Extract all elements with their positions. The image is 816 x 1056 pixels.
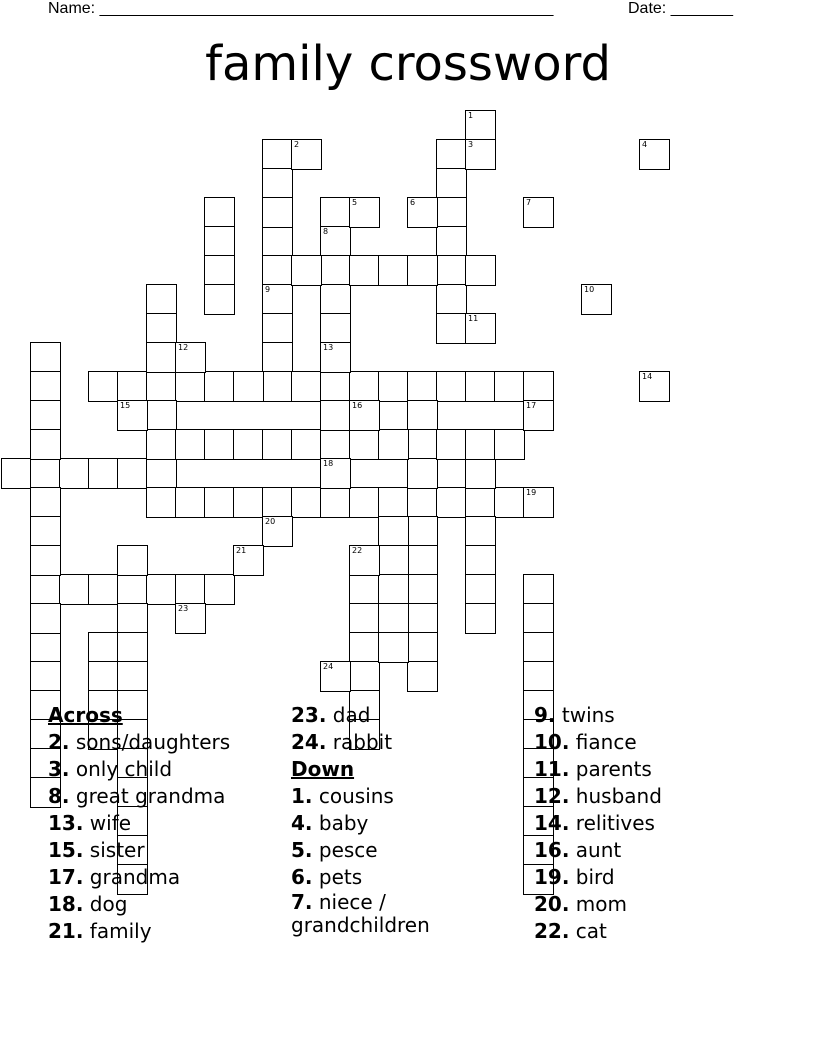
grid-cell[interactable] <box>436 168 467 199</box>
grid-cell[interactable] <box>523 661 554 692</box>
grid-cell[interactable] <box>117 574 148 605</box>
clue-number: 3 <box>468 140 474 149</box>
grid-cell[interactable] <box>436 429 467 460</box>
grid-cell[interactable] <box>117 603 148 634</box>
grid-cell[interactable] <box>175 487 206 518</box>
grid-cell[interactable] <box>436 487 467 518</box>
grid-cell[interactable] <box>204 487 235 518</box>
grid-cell[interactable] <box>465 371 496 402</box>
grid-cell[interactable] <box>320 400 351 431</box>
across-clue-list-continued <box>291 702 526 756</box>
down-clue-list <box>291 783 526 937</box>
grid-cell[interactable] <box>175 371 206 402</box>
across-heading: Across <box>48 703 123 727</box>
grid-cell[interactable] <box>204 226 235 257</box>
clue-item <box>534 783 769 810</box>
clue-number: 21 <box>236 546 247 555</box>
grid-cell[interactable] <box>320 284 351 315</box>
clue-item-text: only child <box>69 757 173 781</box>
clue-item-text: niece / grandchildren <box>291 890 430 937</box>
clue-item <box>534 729 769 756</box>
grid-cell[interactable] <box>523 574 554 605</box>
grid-cell[interactable] <box>262 168 293 199</box>
clue-item-number: 6. <box>291 865 313 889</box>
clue-number: 22 <box>352 546 363 555</box>
grid-cell[interactable] <box>262 197 293 228</box>
clue-item <box>48 810 283 837</box>
grid-cell[interactable] <box>320 197 351 228</box>
grid-cell[interactable] <box>30 632 61 663</box>
name-field[interactable]: Name: ___________________________________________________ <box>48 0 554 17</box>
clue-item <box>534 918 769 945</box>
grid-cell[interactable] <box>262 284 293 315</box>
clue-item-text: pets <box>312 865 363 889</box>
grid-cell[interactable] <box>262 313 293 344</box>
grid-cell[interactable] <box>204 429 235 460</box>
clue-item-text: aunt <box>569 838 622 862</box>
down-heading: Down <box>291 757 355 781</box>
clue-item <box>48 783 283 810</box>
clue-item-number: 19. <box>534 865 570 889</box>
clue-item <box>534 702 769 729</box>
grid-cell[interactable] <box>436 226 467 257</box>
clues-column-2 <box>291 702 526 937</box>
clue-item-number: 18. <box>48 892 84 916</box>
page-title: family crossword <box>205 36 611 92</box>
grid-cell[interactable] <box>117 632 148 663</box>
grid-cell[interactable] <box>88 632 119 663</box>
grid-cell[interactable] <box>639 139 670 170</box>
grid-cell[interactable] <box>175 429 206 460</box>
grid-cell[interactable] <box>407 429 438 460</box>
clue-item-number: 21. <box>48 919 84 943</box>
grid-cell[interactable] <box>291 255 322 286</box>
grid-cell[interactable] <box>465 574 496 605</box>
grid-cell[interactable] <box>117 458 148 489</box>
clue-item-text: mom <box>569 892 627 916</box>
clue-item <box>48 918 283 945</box>
grid-cell[interactable] <box>204 284 235 315</box>
grid-cell[interactable] <box>1 458 32 489</box>
clue-item-text: sister <box>83 838 145 862</box>
clue-item-number: 2. <box>48 730 70 754</box>
grid-cell[interactable] <box>291 139 322 170</box>
clue-number: 6 <box>410 198 416 207</box>
grid-cell[interactable] <box>291 429 322 460</box>
clue-number: 8 <box>323 227 329 236</box>
grid-cell[interactable] <box>30 574 61 605</box>
grid-cell[interactable] <box>523 487 554 518</box>
clue-item-text: wife <box>83 811 132 835</box>
clues-column-1 <box>48 702 283 945</box>
grid-cell[interactable] <box>349 574 380 605</box>
clue-item-number: 12. <box>534 784 570 808</box>
grid-cell[interactable] <box>349 545 380 576</box>
grid-cell[interactable] <box>407 371 438 402</box>
clue-item <box>291 891 526 937</box>
grid-cell[interactable] <box>204 197 235 228</box>
grid-cell[interactable] <box>59 574 90 605</box>
clue-item-text: grandma <box>83 865 181 889</box>
grid-cell[interactable] <box>146 400 177 431</box>
grid-cell[interactable] <box>465 313 496 344</box>
clue-item <box>291 702 526 729</box>
grid-cell[interactable] <box>494 371 525 402</box>
clue-item <box>291 810 526 837</box>
clue-item-number: 17. <box>48 865 84 889</box>
clue-item-number: 16. <box>534 838 570 862</box>
grid-cell[interactable] <box>378 574 409 605</box>
grid-cell[interactable] <box>523 603 554 634</box>
clue-item <box>291 864 526 891</box>
grid-cell[interactable] <box>523 400 554 431</box>
clue-number: 1 <box>468 111 474 120</box>
clue-item-text: twins <box>555 703 615 727</box>
date-field[interactable]: Date: _______ <box>628 0 733 17</box>
grid-cell[interactable] <box>320 342 351 373</box>
grid-cell[interactable] <box>378 487 409 518</box>
grid-cell[interactable] <box>349 255 380 286</box>
grid-cell[interactable] <box>320 458 351 489</box>
grid-cell[interactable] <box>30 342 61 373</box>
clue-number: 17 <box>526 401 537 410</box>
grid-cell[interactable] <box>204 255 235 286</box>
grid-cell[interactable] <box>175 574 206 605</box>
grid-cell[interactable] <box>465 139 496 170</box>
grid-cell[interactable] <box>320 429 351 460</box>
grid-cell[interactable] <box>262 255 293 286</box>
clue-item-text: parents <box>569 757 652 781</box>
grid-cell[interactable] <box>465 545 496 576</box>
grid-cell[interactable] <box>146 429 177 460</box>
grid-cell[interactable] <box>523 197 554 228</box>
clue-item-number: 3. <box>48 757 70 781</box>
clue-item-text: sons/daughters <box>69 730 231 754</box>
grid-cell[interactable] <box>146 313 177 344</box>
clue-item-number: 22. <box>534 919 570 943</box>
grid-cell[interactable] <box>204 574 235 605</box>
clue-number: 7 <box>526 198 532 207</box>
grid-cell[interactable] <box>407 661 438 692</box>
grid-cell[interactable] <box>88 458 119 489</box>
grid-cell[interactable] <box>465 255 496 286</box>
grid-cell[interactable] <box>349 429 380 460</box>
across-clue-list <box>48 729 283 945</box>
clue-item-number: 8. <box>48 784 70 808</box>
grid-cell[interactable] <box>349 661 380 692</box>
grid-cell[interactable] <box>465 516 496 547</box>
clue-item-text: dog <box>83 892 128 916</box>
clue-item-number: 4. <box>291 811 313 835</box>
clue-item-text: baby <box>312 811 369 835</box>
clue-number: 10 <box>584 285 595 294</box>
grid-cell[interactable] <box>233 371 264 402</box>
clue-item-text: fiance <box>569 730 637 754</box>
clue-item-text: cat <box>569 919 607 943</box>
grid-cell[interactable] <box>320 255 351 286</box>
grid-cell[interactable] <box>262 516 293 547</box>
clue-item-text: cousins <box>312 784 394 808</box>
clue-item <box>291 783 526 810</box>
clue-number: 12 <box>178 343 189 352</box>
clue-item-text: relitives <box>569 811 655 835</box>
grid-cell[interactable] <box>175 342 206 373</box>
grid-cell[interactable] <box>407 458 438 489</box>
grid-cell[interactable] <box>146 371 177 402</box>
clue-number: 4 <box>642 140 648 149</box>
clue-number: 20 <box>265 517 276 526</box>
clue-item-text: family <box>83 919 152 943</box>
grid-cell[interactable] <box>233 545 264 576</box>
clue-item <box>291 729 526 756</box>
clue-item <box>48 891 283 918</box>
clue-item-text: husband <box>569 784 662 808</box>
grid-cell[interactable] <box>30 400 61 431</box>
grid-cell[interactable] <box>146 487 177 518</box>
clue-item <box>534 810 769 837</box>
grid-cell[interactable] <box>378 429 409 460</box>
grid-cell[interactable] <box>407 632 438 663</box>
clue-number: 13 <box>323 343 334 352</box>
grid-cell[interactable] <box>175 603 206 634</box>
grid-cell[interactable] <box>436 313 467 344</box>
grid-cell[interactable] <box>146 458 177 489</box>
grid-cell[interactable] <box>233 429 264 460</box>
grid-cell[interactable] <box>494 429 525 460</box>
clue-item <box>48 837 283 864</box>
grid-cell[interactable] <box>349 603 380 634</box>
grid-cell[interactable] <box>378 516 409 547</box>
clue-item-number: 13. <box>48 811 84 835</box>
grid-cell[interactable] <box>407 400 438 431</box>
grid-cell[interactable] <box>349 371 380 402</box>
clue-item-text: rabbit <box>326 730 393 754</box>
grid-cell[interactable] <box>117 371 148 402</box>
clue-item-number: 15. <box>48 838 84 862</box>
grid-cell[interactable] <box>30 458 61 489</box>
grid-cell[interactable] <box>320 226 351 257</box>
clue-item <box>48 756 283 783</box>
clue-number: 11 <box>468 314 479 323</box>
clue-number: 18 <box>323 459 334 468</box>
grid-cell[interactable] <box>436 371 467 402</box>
grid-cell[interactable] <box>320 487 351 518</box>
grid-cell[interactable] <box>378 545 409 576</box>
grid-cell[interactable] <box>407 603 438 634</box>
grid-cell[interactable] <box>30 371 61 402</box>
grid-cell[interactable] <box>378 603 409 634</box>
clue-item-number: 7. <box>291 890 313 914</box>
clue-item-number: 20. <box>534 892 570 916</box>
grid-cell[interactable] <box>523 632 554 663</box>
grid-cell[interactable] <box>349 197 380 228</box>
grid-cell[interactable] <box>30 603 61 634</box>
grid-cell[interactable] <box>465 487 496 518</box>
grid-cell[interactable] <box>117 400 148 431</box>
grid-cell[interactable] <box>146 574 177 605</box>
grid-cell[interactable] <box>204 371 235 402</box>
grid-cell[interactable] <box>378 255 409 286</box>
clue-item-number: 1. <box>291 784 313 808</box>
grid-cell[interactable] <box>407 545 438 576</box>
clue-item-number: 11. <box>534 757 570 781</box>
grid-cell[interactable] <box>88 661 119 692</box>
grid-cell[interactable] <box>291 487 322 518</box>
grid-cell[interactable] <box>117 545 148 576</box>
grid-cell[interactable] <box>465 458 496 489</box>
grid-cell[interactable] <box>59 458 90 489</box>
grid-cell[interactable] <box>581 284 612 315</box>
clue-item-number: 24. <box>291 730 327 754</box>
clue-number: 23 <box>178 604 189 613</box>
down-clue-list-continued <box>534 702 769 945</box>
grid-cell[interactable] <box>494 487 525 518</box>
grid-cell[interactable] <box>30 661 61 692</box>
grid-cell[interactable] <box>436 255 467 286</box>
clue-item-text: pesce <box>312 838 378 862</box>
clue-item <box>534 891 769 918</box>
grid-cell[interactable] <box>407 574 438 605</box>
clue-item <box>48 729 283 756</box>
clue-number: 16 <box>352 401 363 410</box>
clue-item-number: 9. <box>534 703 556 727</box>
grid-cell[interactable] <box>291 371 322 402</box>
clue-number: 19 <box>526 488 537 497</box>
grid-cell[interactable] <box>30 429 61 460</box>
grid-cell[interactable] <box>349 487 380 518</box>
grid-cell[interactable] <box>436 197 467 228</box>
grid-cell[interactable] <box>349 400 380 431</box>
clue-item <box>48 864 283 891</box>
grid-cell[interactable] <box>465 110 496 141</box>
clue-number: 5 <box>352 198 358 207</box>
grid-cell[interactable] <box>320 661 351 692</box>
grid-cell[interactable] <box>639 371 670 402</box>
grid-cell[interactable] <box>233 487 264 518</box>
clue-item-number: 23. <box>291 703 327 727</box>
clue-item-text: dad <box>326 703 371 727</box>
grid-cell[interactable] <box>378 371 409 402</box>
clue-item <box>534 864 769 891</box>
grid-cell[interactable] <box>262 342 293 373</box>
clue-item <box>291 837 526 864</box>
clue-item <box>534 756 769 783</box>
clue-item-text: bird <box>569 865 615 889</box>
grid-cell[interactable] <box>407 255 438 286</box>
grid-cell[interactable] <box>88 574 119 605</box>
clues-column-3 <box>534 702 769 945</box>
grid-cell[interactable] <box>30 487 61 518</box>
grid-cell[interactable] <box>523 371 554 402</box>
grid-cell[interactable] <box>30 516 61 547</box>
grid-cell[interactable] <box>262 371 293 402</box>
clue-number: 2 <box>294 140 300 149</box>
grid-cell[interactable] <box>146 284 177 315</box>
clue-number: 9 <box>265 285 271 294</box>
grid-cell[interactable] <box>465 429 496 460</box>
grid-cell[interactable] <box>117 661 148 692</box>
grid-cell[interactable] <box>262 226 293 257</box>
clue-item-text: great grandma <box>69 784 226 808</box>
clue-number: 24 <box>323 662 334 671</box>
clue-item <box>534 837 769 864</box>
grid-cell[interactable] <box>30 545 61 576</box>
grid-cell[interactable] <box>378 632 409 663</box>
clue-item-number: 14. <box>534 811 570 835</box>
grid-cell[interactable] <box>262 487 293 518</box>
clue-number: 14 <box>642 372 653 381</box>
grid-cell[interactable] <box>465 603 496 634</box>
clue-item-number: 5. <box>291 838 313 862</box>
grid-cell[interactable] <box>88 371 119 402</box>
clue-number: 15 <box>120 401 131 410</box>
grid-cell[interactable] <box>262 139 293 170</box>
grid-cell[interactable] <box>320 313 351 344</box>
grid-cell[interactable] <box>407 197 438 228</box>
grid-cell[interactable] <box>436 284 467 315</box>
grid-cell[interactable] <box>349 632 380 663</box>
grid-cell[interactable] <box>436 139 467 170</box>
grid-cell[interactable] <box>146 342 177 373</box>
grid-cell[interactable] <box>320 371 351 402</box>
grid-cell[interactable] <box>407 516 438 547</box>
grid-cell[interactable] <box>262 429 293 460</box>
grid-cell[interactable] <box>407 487 438 518</box>
clue-item-number: 10. <box>534 730 570 754</box>
